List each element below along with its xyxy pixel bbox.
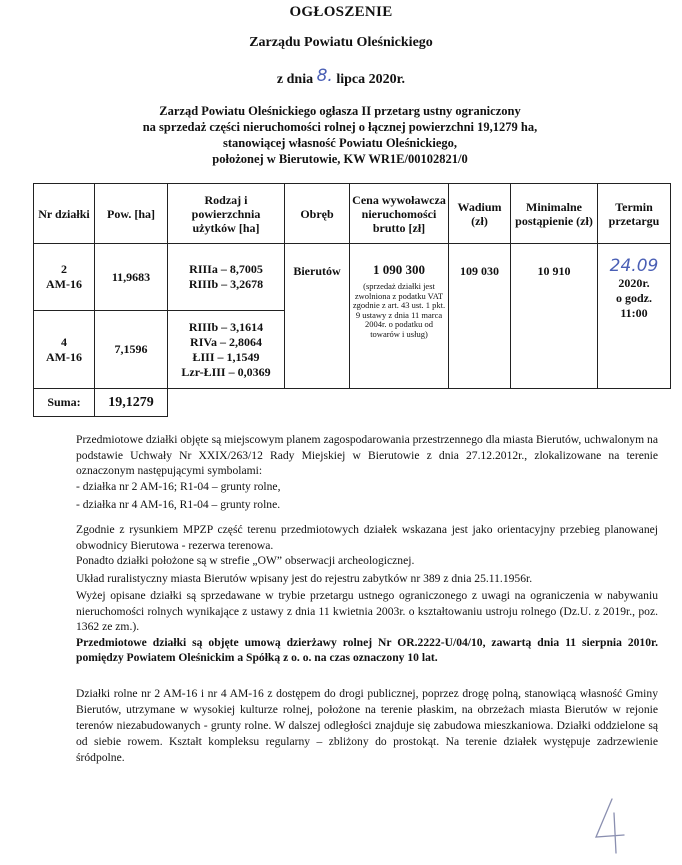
paragraph-description: [76, 686, 658, 766]
header-uzytki: Rodzaj i powierzchnia użytków [ha]: [168, 184, 285, 244]
paragraph-text: Układ ruralistyczny miasta Bierutów wpisany jest do rejestru zabytków nr 389 z dnia 25.11.1956r.: [76, 571, 533, 585]
paragraph-text: Działki rolne nr 2 AM-16 i nr 4 AM-16 z dostępem do drogi publicznej, poprzez drogę polną, stanowiącą własność Gminy Bierutów, utrzymane w wysokiej kulturze rolnej, położone na terenie płaskim, na obrzeżach miasta Bierutów w rejonie terenów niezabudowanych - grunty rolne. W dalszej odległości znajduje się zabudowa mieszkaniowa. Działki oddzielone są od siebie rowem. Kształt kompleksu regularny – zbliżony do prostokąt. Na terenie działek występuje zadrzewienie śródpolne.: [76, 687, 658, 764]
cell-postapienie: 10 910: [511, 244, 598, 389]
cell-cena: [350, 244, 449, 389]
paragraph-text: Zgodnie z rysunkiem MPZP część terenu przedmiotowych działek wskazana jest jako orientacyjny przebieg planowanej obwodnicy Bierutowa - rezerwa terenowa.: [76, 523, 658, 552]
uzytek: ŁIII – 1,1549: [192, 349, 260, 364]
termin-line: 11:00: [620, 306, 648, 320]
cell-nr: [34, 311, 95, 389]
intro-line: położonej w Bierutowie, KW WR1E/00102821/0: [212, 152, 468, 166]
intro-announcement: [60, 103, 620, 167]
header-obreb: Obręb: [285, 184, 350, 244]
uzytek: RIVa – 2,8064: [190, 334, 262, 349]
header-nr: Nr działki: [34, 184, 95, 244]
cell-nr: [34, 244, 95, 311]
date-suffix: lipca 2020r.: [336, 72, 406, 87]
uzytek: RIIIb – 3,2678: [188, 277, 264, 291]
uzytek: RIIIa – 8,7005: [189, 262, 263, 276]
cell-uzytki: [168, 311, 285, 389]
cena-value: 1 090 300: [373, 262, 425, 277]
paragraph-mpzp: [76, 432, 658, 513]
termin-line: 2020r.: [618, 276, 650, 290]
uzytek: RIIIb – 3,1614: [188, 319, 264, 334]
document-issuer: Zarządu Powiatu Oleśnickiego: [249, 35, 433, 50]
paragraph-text: Ponadto działki położone są w strefie „OW” obserwacji archeologicznej.: [76, 554, 415, 567]
header-wadium: Wadium (zł): [449, 184, 511, 244]
intro-line: Zarząd Powiatu Oleśnickiego ogłasza II przetarg ustny ograniczony: [159, 104, 521, 118]
header-cena: Cena wywoławcza nieruchomości brutto [zł]: [350, 184, 449, 244]
cell-pow: 11,9683: [95, 244, 168, 311]
cena-note: (sprzedaż działki jest zwolniona z podatku VAT zgodnie z art. 43 ust. 1 pkt. 9 ustawy z dnia 11 marca 2004r. o podatku od towarów i usług): [352, 281, 446, 339]
table-header-row: [34, 184, 671, 244]
nr-line: 4: [61, 334, 67, 349]
nr-line: AM-16: [46, 277, 82, 291]
header-termin: Termin przetargu: [598, 184, 671, 244]
document-date: [0, 68, 682, 88]
paragraph-text: Przedmiotowe działki objęte są miejscowym planem zagospodarowania przestrzennego dla miasta Bierutów, uchwalonym na podstawie Uchwały Nr XXIX/263/12 Rady Miejskiej w Bierutowie z dnia 27.12.2012r., zlokalizowane na terenie oznaczonym następującymi symbolami:: [76, 433, 658, 477]
intro-line: na sprzedaż części nieruchomości rolnej o łącznej powierzchni 19,1279 ha,: [142, 120, 538, 134]
nr-line: 2: [61, 262, 67, 276]
nr-line: AM-16: [46, 349, 82, 364]
signature-mark: [590, 795, 630, 855]
parcels-table: [33, 183, 671, 417]
table-row: [34, 244, 671, 311]
cell-obreb: Bierutów: [285, 244, 350, 389]
handwritten-termin-date: 24.09: [609, 256, 659, 276]
handwritten-day: 8.: [316, 66, 333, 86]
list-item: - działka nr 2 AM-16; R1-04 – grunty rolne,: [76, 479, 281, 493]
table-sum-row: [34, 389, 671, 417]
header-postapienie: Minimalne postąpienie (zł): [511, 184, 598, 244]
sum-value: 19,1279: [95, 389, 168, 417]
date-prefix: z dnia: [276, 72, 314, 87]
list-item: - działka nr 4 AM-16, R1-04 – grunty rolne.: [76, 498, 281, 511]
document-title: OGŁOSZENIE: [289, 4, 393, 20]
lease-notice: Przedmiotowe działki są objęte umową dzierżawy rolnej Nr OR.2222-U/04/10, zawartą dnia 11 sierpnia 2010r. pomiędzy Powiatem Oleśnickim a Spółką z o. o. na czas oznaczony 10 lat.: [76, 635, 658, 664]
paragraph-text: Wyżej opisane działki są sprzedawane w trybie przetargu ustnego ograniczonego z uwagi na ograniczenia w nabywaniu nieruchomości rolnych wynikające z ustawy z dnia 11 kwietnia 2003r. o kształtowaniu ustroju rolnego (Dz.U. z 2019r., poz. 1362 ze zm.).: [76, 589, 658, 633]
intro-line: stanowiącej własność Powiatu Oleśnickiego,: [222, 136, 458, 150]
sum-label: Suma:: [34, 389, 95, 417]
header-pow: Pow. [ha]: [95, 184, 168, 244]
paragraph-details: [76, 522, 658, 666]
sum-empty: [168, 389, 671, 417]
cell-termin: [598, 244, 671, 389]
cell-uzytki: [168, 244, 285, 311]
cell-pow: 7,1596: [95, 311, 168, 389]
uzytek: Lzr-ŁIII – 0,0369: [181, 364, 271, 379]
termin-line: o godz.: [616, 291, 652, 305]
cell-wadium: 109 030: [449, 244, 511, 389]
